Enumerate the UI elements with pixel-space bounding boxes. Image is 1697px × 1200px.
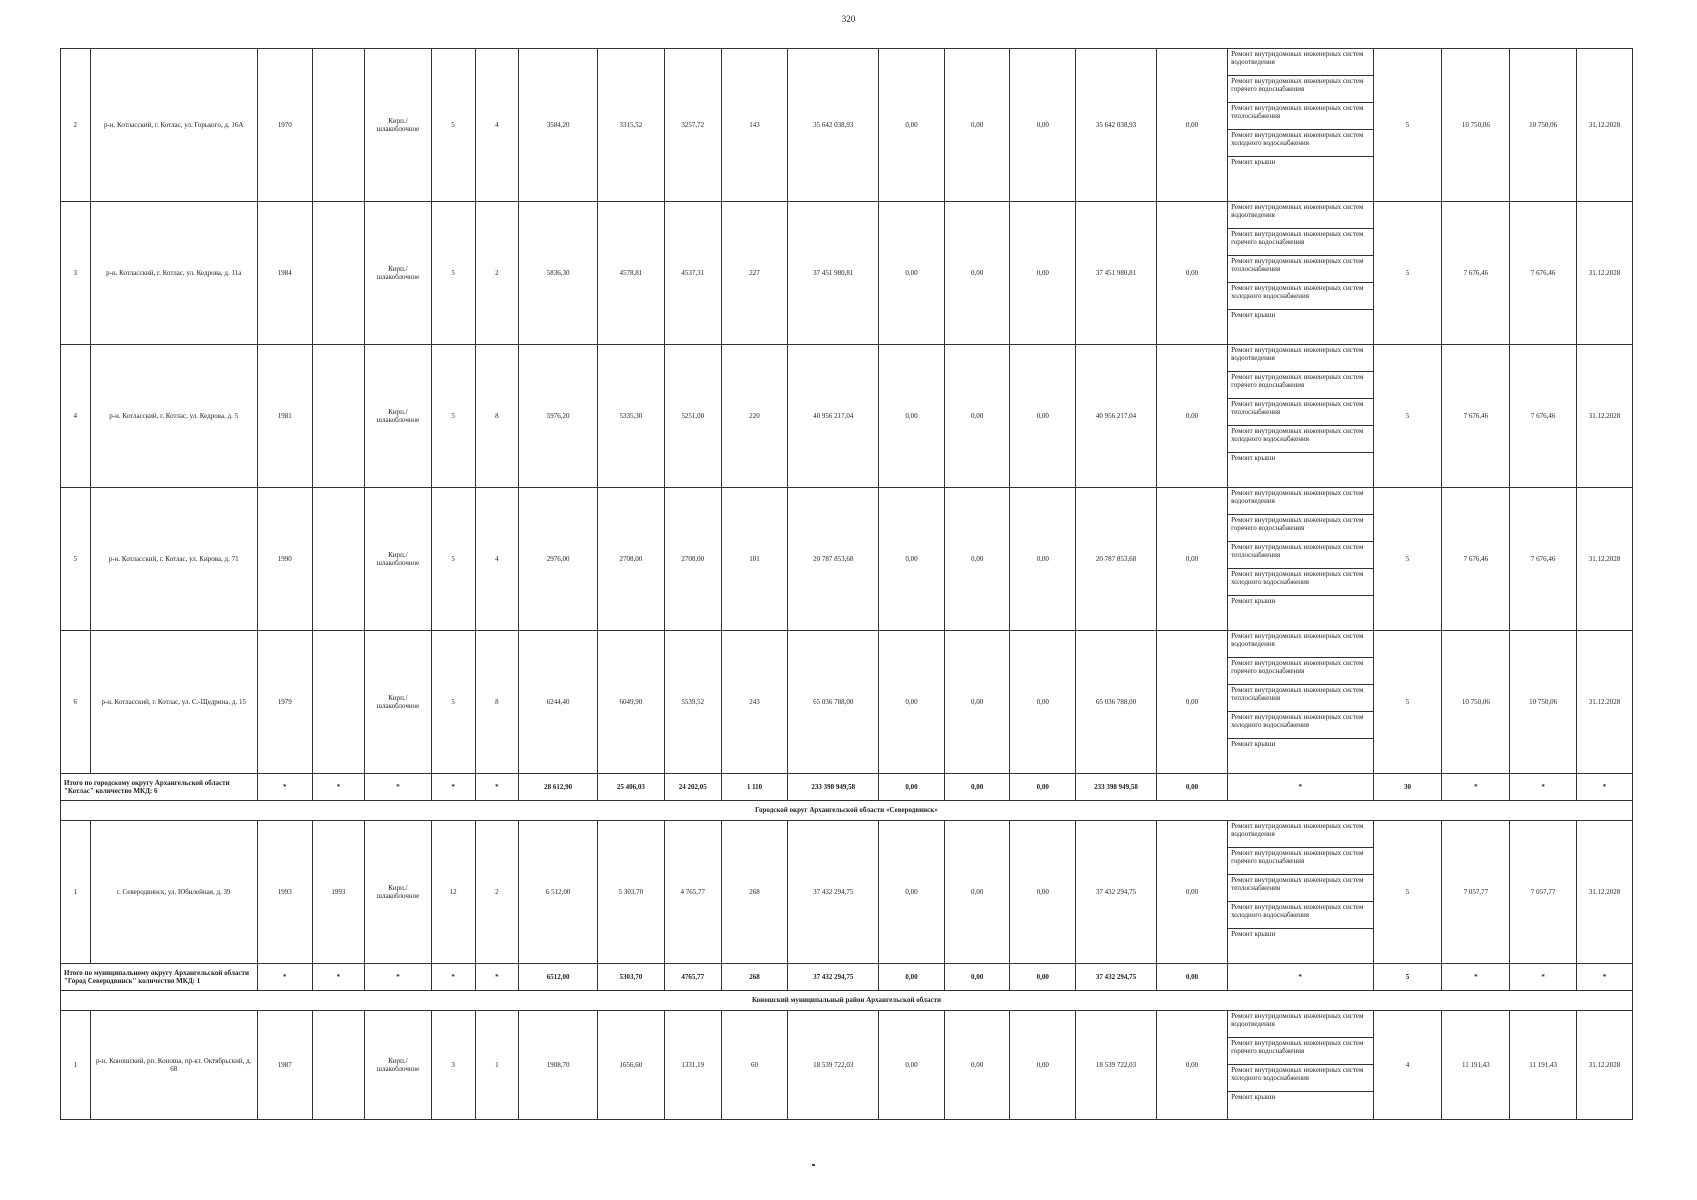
work-item: Ремонт крыши [1231, 930, 1276, 938]
work-item: Ремонт внутридомовых инженерных систем холодного водоснабжения [1228, 283, 1372, 310]
total-label: Итого по муниципальному округу Архангельской области "Город Северодвинск" количество МКД: 1 [61, 964, 258, 991]
total-label: Итого по городскому округу Архангельской области "Котлас" количество МКД: 6 [61, 774, 258, 801]
work-item: Ремонт внутридомовых инженерных систем водоотведения [1228, 488, 1372, 515]
works-list [1228, 49, 1373, 202]
works-list [1228, 202, 1373, 345]
work-item: Ремонт внутридомовых инженерных систем холодного водоснабжения [1228, 712, 1372, 739]
work-item: Ремонт внутридомовых инженерных систем водоотведения [1228, 202, 1372, 229]
section-title: Городской округ Архангельской области «Северодвинск» [61, 801, 1633, 821]
works-list [1228, 1011, 1373, 1120]
table-row: 2 р-н. Котласский, г. Котлас, ул. Горького, д. 16А 1970 Кирп./ шлакоблочное 5 4 3584,20 3315,52 3257,72 143 35 642 038,93 0,00 0,00 0,00 35 642 038,93 0,00 Ремонт внутридомовых инженерных систем водоотведения Ремонт внутридомовых инженерных систем горячего водоснабжения Ремонт внутридомовых инженерных систем теплоснабжения Ремонт внутридомовых инженерных систем холодного водоснабжения Ремонт крыши 5 10 750,06 10 750,06 31.12.2028 [61, 49, 1633, 202]
work-item: Ремонт внутридомовых инженерных систем теплоснабжения [1228, 542, 1372, 569]
work-item: Ремонт внутридомовых инженерных систем теплоснабжения [1228, 399, 1372, 426]
work-item: Ремонт внутридомовых инженерных систем горячего водоснабжения [1228, 1038, 1372, 1065]
address-cell: г. Северодвинск, ул. Юбилейная, д. 39 [90, 821, 257, 964]
work-item: Ремонт внутридомовых инженерных систем водоотведения [1228, 1011, 1372, 1038]
total-row: Итого по городскому округу Архангельской области "Котлас" количество МКД: 6 * * * * * 28 612,90 25 406,03 24 202,05 1 110 233 398 949,58 0,00 0,00 0,00 233 398 949,58 0,00 * 30 * * * [61, 774, 1633, 801]
page-number: 320 [841, 14, 856, 24]
table-row: 6 р-н. Котласский, г. Котлас, ул. С.-Щедрина, д. 15 1979 Кирп./ шлакоблочное 5 8 6244,40 6049,90 5539,52 243 65 036 788,00 0,00 0,00 0,00 65 036 788,00 0,00 Ремонт внутридомовых инженерных систем водоотведения Ремонт внутридомовых инженерных систем горячего водоснабжения Ремонт внутридомовых инженерных систем теплоснабжения Ремонт внутридомовых инженерных систем холодного водоснабжения Ремонт крыши 5 10 750,06 10 750,06 31.12.2028 [61, 631, 1633, 774]
work-item: Ремонт внутридомовых инженерных систем горячего водоснабжения [1228, 658, 1372, 685]
table-row: 3 р-н. Котласский, г. Котлас, ул. Кедрова, д. 11а 1984 Кирп./ шлакоблочное 5 2 5836,30 4578,81 4537,31 227 37 451 980,81 0,00 0,00 0,00 37 451 980,81 0,00 Ремонт внутридомовых инженерных систем водоотведения Ремонт внутридомовых инженерных систем горячего водоснабжения Ремонт внутридомовых инженерных систем теплоснабжения Ремонт внутридомовых инженерных систем холодного водоснабжения Ремонт крыши 5 7 676,46 7 676,46 31.12.2028 [61, 202, 1633, 345]
work-item: Ремонт внутридомовых инженерных систем горячего водоснабжения [1228, 372, 1372, 399]
table-row: 5 р-н. Котласский, г. Котлас, ул. Кирова, д. 71 1990 Кирп./ шлакоблочное 5 4 2976,00 2708,00 2708,00 101 20 787 853,68 0,00 0,00 0,00 20 787 853,68 0,00 Ремонт внутридомовых инженерных систем водоотведения Ремонт внутридомовых инженерных систем горячего водоснабжения Ремонт внутридомовых инженерных систем теплоснабжения Ремонт внутридомовых инженерных систем холодного водоснабжения Ремонт крыши 5 7 676,46 7 676,46 31.12.2028 [61, 488, 1633, 631]
work-item: Ремонт крыши [1231, 740, 1276, 748]
work-item: Ремонт внутридомовых инженерных систем теплоснабжения [1228, 103, 1372, 130]
section-title: Коношский муниципальный район Архангельской области [61, 991, 1633, 1011]
work-item: Ремонт внутридомовых инженерных систем холодного водоснабжения [1228, 426, 1372, 453]
work-item: Ремонт внутридомовых инженерных систем водоотведения [1228, 345, 1372, 372]
work-item: Ремонт внутридомовых инженерных систем теплоснабжения [1228, 875, 1372, 902]
work-item: Ремонт внутридомовых инженерных систем горячего водоснабжения [1228, 515, 1372, 542]
work-item: Ремонт крыши [1231, 311, 1276, 319]
address-cell: р-н. Котласский, г. Котлас, ул. Кедрова, д. 5 [90, 345, 257, 488]
work-item: Ремонт внутридомовых инженерных систем теплоснабжения [1228, 685, 1372, 712]
section-header-row [61, 801, 1633, 821]
work-item: Ремонт внутридомовых инженерных систем теплоснабжения [1228, 256, 1372, 283]
work-item: Ремонт крыши [1231, 158, 1276, 166]
work-item: Ремонт внутридомовых инженерных систем горячего водоснабжения [1228, 848, 1372, 875]
work-item: Ремонт внутридомовых инженерных систем холодного водоснабжения [1228, 902, 1372, 929]
work-item: Ремонт внутридомовых инженерных систем горячего водоснабжения [1228, 76, 1372, 103]
address-cell: р-н. Котласский, г. Котлас, ул. Горького, д. 16А [90, 49, 257, 202]
scan-speck [812, 1164, 815, 1166]
section-header-row [61, 991, 1633, 1011]
table-row: 1 р-н. Коношский, рп. Коноша, пр-кт. Октябрьский, д. 68 1987 Кирп./ шлакоблочное 3 1 1908,70 1656,60 1331,19 60 18 539 722,03 0,00 0,00 0,00 18 539 722,03 0,00 Ремонт внутридомовых инженерных систем водоотведения Ремонт внутридомовых инженерных систем горячего водоснабжения Ремонт внутридомовых инженерных систем холодного водоснабжения Ремонт крыши 4 11 191,43 11 191,43 31.12.2028 [61, 1011, 1633, 1120]
address-cell: р-н. Коношский, рп. Коноша, пр-кт. Октябрьский, д. 68 [90, 1011, 257, 1120]
work-item: Ремонт внутридомовых инженерных систем водоотведения [1228, 49, 1372, 76]
work-item: Ремонт внутридомовых инженерных систем холодного водоснабжения [1228, 130, 1372, 157]
work-item: Ремонт внутридомовых инженерных систем холодного водоснабжения [1228, 569, 1372, 596]
work-item: Ремонт внутридомовых инженерных систем горячего водоснабжения [1228, 229, 1372, 256]
work-item: Ремонт внутридомовых инженерных систем холодного водоснабжения [1228, 1065, 1372, 1092]
work-item: Ремонт крыши [1231, 454, 1276, 462]
address-cell: р-н. Котласский, г. Котлас, ул. Кедрова, д. 11а [90, 202, 257, 345]
works-list [1228, 821, 1373, 964]
work-item: Ремонт крыши [1231, 1093, 1276, 1101]
work-item: Ремонт внутридомовых инженерных систем водоотведения [1228, 821, 1372, 848]
address-cell: р-н. Котласский, г. Котлас, ул. Кирова, д. 71 [90, 488, 257, 631]
work-item: Ремонт крыши [1231, 597, 1276, 605]
work-item: Ремонт внутридомовых инженерных систем водоотведения [1228, 631, 1372, 658]
works-list [1228, 631, 1373, 774]
table-row: 1 г. Северодвинск, ул. Юбилейная, д. 39 1993 1993 Кирп./ шлакоблочное 12 2 6 512,00 5 303,70 4 765,77 268 37 432 294,75 0,00 0,00 0,00 37 432 294,75 0,00 Ремонт внутридомовых инженерных систем водоотведения Ремонт внутридомовых инженерных систем горячего водоснабжения Ремонт внутридомовых инженерных систем теплоснабжения Ремонт внутридомовых инженерных систем холодного водоснабжения Ремонт крыши 5 7 057,77 7 057,77 31.12.2028 [61, 821, 1633, 964]
works-list [1228, 345, 1373, 488]
total-row: Итого по муниципальному округу Архангельской области "Город Северодвинск" количество МКД: 1 * * * * * 6512,00 5303,70 4765,77 268 37 432 294,75 0,00 0,00 0,00 37 432 294,75 0,00 * 5 * * * [61, 964, 1633, 991]
works-list [1228, 488, 1373, 631]
table-row: 4 р-н. Котласский, г. Котлас, ул. Кедрова, д. 5 1981 Кирп./ шлакоблочное 5 8 5976,20 5335,30 5251,00 220 40 956 217,04 0,00 0,00 0,00 40 956 217,04 0,00 Ремонт внутридомовых инженерных систем водоотведения Ремонт внутридомовых инженерных систем горячего водоснабжения Ремонт внутридомовых инженерных систем теплоснабжения Ремонт внутридомовых инженерных систем холодного водоснабжения Ремонт крыши 5 7 676,46 7 676,46 31.12.2028 [61, 345, 1633, 488]
repair-register-table [60, 48, 1633, 1120]
address-cell: р-н. Котласский, г. Котлас, ул. С.-Щедрина, д. 15 [90, 631, 257, 774]
